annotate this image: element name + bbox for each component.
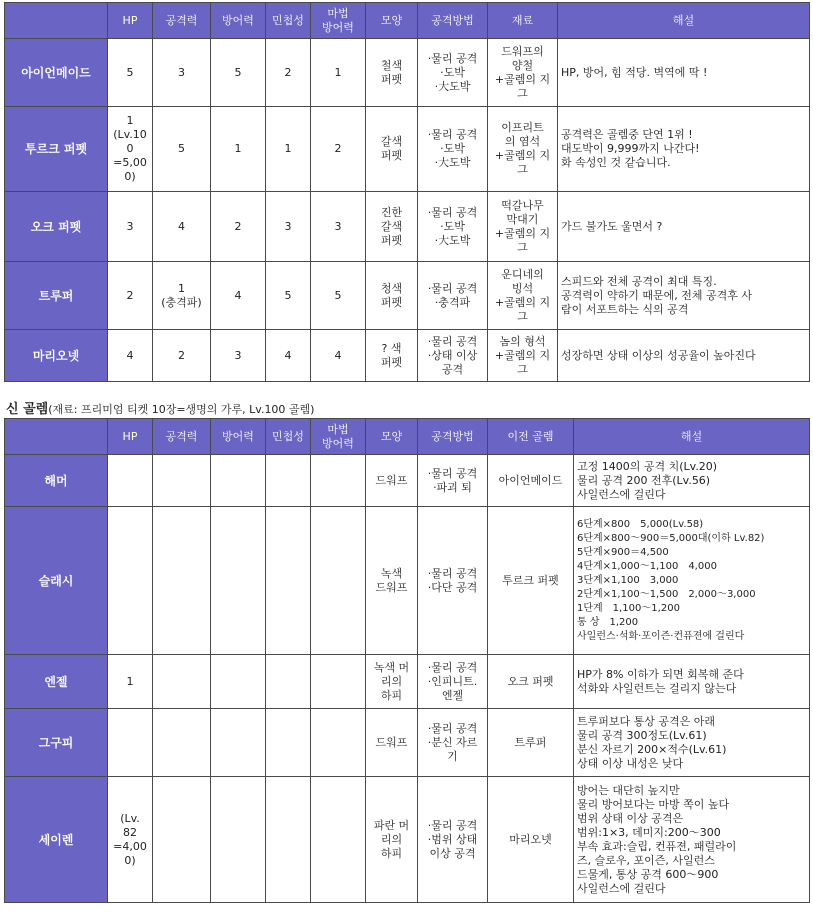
header-cell: 마법 방어력 [311,419,366,455]
shape-cell: 녹색 머 리의 하피 [366,655,418,709]
agi-cell [266,455,311,507]
previous-golem-cell: 마리오넷 [488,777,574,903]
row-name: 트루퍼 [5,262,108,330]
desc-cell: 가드 불가도 울면서 ? [558,192,810,262]
table-row [5,507,810,655]
material-cell: 드워프의 양철 +골렘의 지 그 [488,39,558,107]
header-cell: 공격력 [153,3,211,39]
row-name: 마리오넷 [5,330,108,382]
desc-cell: 성장하면 상태 이상의 성공율이 높아진다 [558,330,810,382]
attack-cell: ·물리 공격 ·도박 ·大도박 [418,192,488,262]
header-cell: 재료 [488,3,558,39]
def-cell: 4 [211,262,266,330]
attack-cell: ·물리 공격 ·충격파 [418,262,488,330]
attack-cell: ·물리 공격 ·파괴 퇴 [418,455,488,507]
hp-cell: 3 [108,192,153,262]
header-cell: 해설 [574,419,810,455]
attack-cell: ·물리 공격 ·분신 자르 기 [418,709,488,777]
hp-cell: (Lv. 82 =4,00 0) [108,777,153,903]
material-cell: 놈의 형석 +골렘의 지 그 [488,330,558,382]
shape-cell: ? 색 퍼펫 [366,330,418,382]
row-name: 그구피 [5,709,108,777]
mdef-cell: 3 [311,192,366,262]
desc-cell: 공격력은 골렘중 단연 1위 ! 대도박이 9,999까지 나간다! 화 속성인 것 같습니다. [558,107,810,192]
attack-cell: ·물리 공격 ·도박 ·大도박 [418,39,488,107]
def-cell [211,709,266,777]
material-cell: 운디네의 빙석 +골렘의 지 그 [488,262,558,330]
desc-cell: 방어는 대단히 높지만 물리 방어보다는 마방 쪽이 높다 범위 상태 이상 공격은 범위:1×3, 데미지:200～300 부속 효과:슬립, 컨퓨젼, 패럴라이 즈, 슬로우, 포이즌, 사일런스 드물게, 통상 공격 600～900 사일런스에 걸린다 [574,777,810,903]
desc-cell: 고정 1400의 공격 치(Lv.20) 물리 공격 200 전후(Lv.56) 사일런스에 걸린다 [574,455,810,507]
previous-golem-cell: 투르크 퍼펫 [488,507,574,655]
atk-cell: 4 [153,192,211,262]
header-cell: 공격력 [153,419,211,455]
hp-cell: 2 [108,262,153,330]
previous-golem-cell: 트루퍼 [488,709,574,777]
desc-cell: HP, 방어, 힘 적당. 벽역에 딱 ! [558,39,810,107]
desc-cell: 트루퍼보다 통상 공격은 아래 물리 공격 300정도(Lv.61) 분신 자르기 200×적수(Lv.61) 상태 이상 내성은 낮다 [574,709,810,777]
atk-cell [153,507,211,655]
hp-cell: 1 [108,655,153,709]
header-cell: 이전 골렘 [488,419,574,455]
mdef-cell [311,455,366,507]
header-cell: HP [108,419,153,455]
atk-cell: 3 [153,39,211,107]
row-name: 해머 [5,455,108,507]
mdef-cell [311,655,366,709]
row-name: 아이언메이드 [5,39,108,107]
material-cell: 이프리트 의 염석 +골렘의 지 그 [488,107,558,192]
attack-cell: ·물리 공격 ·다단 공격 [418,507,488,655]
mdef-cell: 4 [311,330,366,382]
hp-cell: 4 [108,330,153,382]
header-cell: 민첩성 [266,419,311,455]
agi-cell: 2 [266,39,311,107]
shape-cell: 갈색 퍼펫 [366,107,418,192]
table-row [5,192,810,262]
def-cell: 1 [211,107,266,192]
shape-cell: 드워프 [366,455,418,507]
def-cell [211,655,266,709]
attack-cell: ·물리 공격 ·범위 상태 이상 공격 [418,777,488,903]
mdef-cell [311,709,366,777]
atk-cell [153,777,211,903]
shape-cell: 파란 머 리의 하피 [366,777,418,903]
header-cell: HP [108,3,153,39]
atk-cell [153,655,211,709]
def-cell [211,777,266,903]
agi-cell [266,507,311,655]
shape-cell: 진한 갈색 퍼펫 [366,192,418,262]
agi-cell: 4 [266,330,311,382]
mdef-cell: 5 [311,262,366,330]
atk-cell [153,709,211,777]
shape-cell: 청색 퍼펫 [366,262,418,330]
agi-cell: 3 [266,192,311,262]
desc-cell: 스피드와 전체 공격이 최대 특징. 공격력이 약하기 때문에, 전체 공격후 사 람이 서포트하는 식의 공격 [558,262,810,330]
desc-cell: HP가 8% 이하가 되면 회복해 준다 석화와 사일런트는 걸리지 않는다 [574,655,810,709]
def-cell [211,507,266,655]
table-row [5,39,810,107]
table-row [5,777,810,903]
desc-cell: 6단계×800 5,000(Lv.58) 6단계×800～900＝5,000대(이하 Lv.82) 5단계×900＝4,500 4단계×1,000～1,100 4,000 3단계×1,100 3,000 2단계×1,100～1,500 2,000～3,000 1단계 1,100～1,200 통 상 1,200 사일런스·석화·포이즌·컨퓨젼에 걸린다 [574,507,810,655]
table-row [5,655,810,709]
header-cell: 방어력 [211,3,266,39]
shape-cell: 철색 퍼펫 [366,39,418,107]
row-name: 세이렌 [5,777,108,903]
agi-cell: 1 [266,107,311,192]
header-cell [5,3,108,39]
row-name: 투르크 퍼펫 [5,107,108,192]
agi-cell [266,777,311,903]
new-golem-table [4,418,810,903]
row-name: 오크 퍼펫 [5,192,108,262]
mdef-cell: 1 [311,39,366,107]
def-cell: 3 [211,330,266,382]
header-cell: 모양 [366,419,418,455]
mdef-cell [311,777,366,903]
header-cell: 마법 방어력 [311,3,366,39]
hp-cell [108,507,153,655]
header-row [5,419,810,455]
hp-cell: 5 [108,39,153,107]
hp-cell: 1 (Lv.10 0 =5,00 0) [108,107,153,192]
shape-cell: 녹색 드워프 [366,507,418,655]
attack-cell: ·물리 공격 ·상태 이상 공격 [418,330,488,382]
header-row [5,3,810,39]
header-cell: 해설 [558,3,810,39]
atk-cell: 2 [153,330,211,382]
section-title [6,398,314,417]
header-cell: 방어력 [211,419,266,455]
attack-cell: ·물리 공격 ·인피니트. 엔젤 [418,655,488,709]
golem-table [4,2,810,382]
header-cell [5,419,108,455]
mdef-cell [311,507,366,655]
agi-cell [266,655,311,709]
def-cell: 2 [211,192,266,262]
header-cell: 민첩성 [266,3,311,39]
section-heading: 신 골렘 [6,402,49,417]
material-cell: 떡갈나무 막대기 +골렘의 지 그 [488,192,558,262]
def-cell [211,455,266,507]
header-cell: 모양 [366,3,418,39]
row-name: 엔젤 [5,655,108,709]
mdef-cell: 2 [311,107,366,192]
header-cell: 공격방법 [418,419,488,455]
atk-cell: 1 (충격파) [153,262,211,330]
hp-cell [108,709,153,777]
table-row [5,262,810,330]
table-row [5,330,810,382]
hp-cell [108,455,153,507]
def-cell: 5 [211,39,266,107]
agi-cell: 5 [266,262,311,330]
table-row [5,107,810,192]
attack-cell: ·물리 공격 ·도박 ·大도박 [418,107,488,192]
previous-golem-cell: 아이언메이드 [488,455,574,507]
atk-cell [153,455,211,507]
table-row [5,709,810,777]
section-subtitle: (재료: 프리미엄 티켓 10장=생명의 가루, Lv.100 골렘) [48,403,315,416]
table-row [5,455,810,507]
previous-golem-cell: 오크 퍼펫 [488,655,574,709]
row-name: 슬래시 [5,507,108,655]
header-cell: 공격방법 [418,3,488,39]
shape-cell: 드워프 [366,709,418,777]
atk-cell: 5 [153,107,211,192]
agi-cell [266,709,311,777]
